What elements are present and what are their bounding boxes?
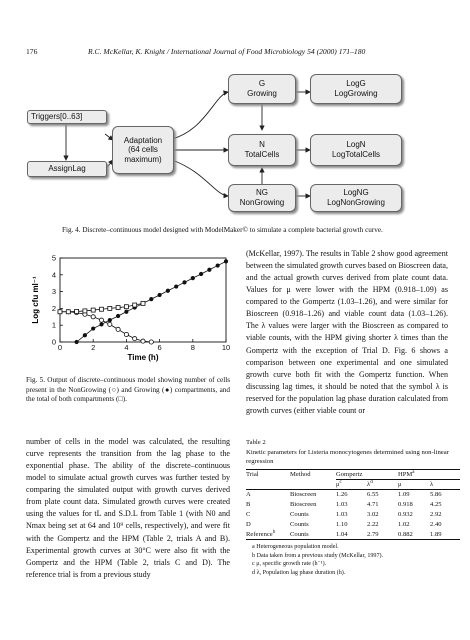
sub-mu-gompertz: $\mu^c$ (336, 480, 342, 489)
table-cell: Bioscreen (290, 500, 317, 508)
reference-footnote-mark: b (272, 529, 276, 535)
table-cell: 0.918 (398, 500, 413, 508)
table-cell: 2.92 (430, 510, 442, 518)
table2-footnote: c μ, specific growth rate (h⁻¹). (252, 561, 327, 568)
data-point-growing (75, 340, 79, 344)
table-row (246, 529, 460, 539)
plot-frame (60, 258, 226, 342)
table-cell: 6.55 (367, 491, 379, 499)
left-column-text: number of cells in the model was calculated, the resulting curve represents the transition from the lag phase to the exponential phase. The ability of the discrete–continuous model to simulate actual growth curves was further tested by comparing the simulated output with growth curves derived from plate count data. Simulated growth curves were created using the values for tL and S.D.L from Table 1 (with N0 and Nmax being set at 64 and 10⁹ cells, respectively), and were fit with the Gompertz and the HPM (Table 2, trials A and B). Experimental growth curves at 30°C were also fit with the Gompertz and the HPM (Table 2, trials C and D). The reference trial is from a previous study (26, 437, 230, 579)
header-gompertz: Gompertz (336, 469, 398, 479)
y-tick-label: 2 (51, 303, 56, 313)
x-tick-label: 4 (124, 343, 129, 352)
table-cell: Counts (290, 510, 309, 518)
data-point-nongrowing (99, 318, 103, 322)
table-cell: C (246, 510, 251, 518)
data-point-growing (149, 297, 153, 301)
data-point-nongrowing (108, 322, 112, 326)
data-point-nongrowing (124, 332, 128, 336)
data-point-total (100, 307, 104, 311)
table-cell: 2.79 (367, 530, 379, 538)
data-point-nongrowing (149, 340, 153, 344)
data-point-nongrowing (141, 339, 145, 343)
fig4-connectors (0, 0, 470, 210)
data-point-total (116, 306, 120, 310)
table-cell: Bioscreen (290, 491, 317, 499)
data-point-growing (191, 276, 195, 280)
data-point-growing (116, 314, 120, 318)
table-row (246, 509, 460, 519)
table-cell: 1.26 (336, 491, 348, 499)
data-point-total (133, 303, 137, 307)
lognongrowing-box: LogNG LogNonGrowing (310, 184, 402, 212)
totalcells-box: N TotalCells (228, 134, 296, 166)
x-tick-label: 10 (221, 343, 231, 352)
table-cell: Reference$^b$ (246, 529, 276, 539)
table2-footnotes (246, 543, 460, 578)
data-point-growing (91, 326, 95, 330)
y-tick-label: 0 (51, 337, 56, 347)
table-cell: 1.03 (336, 510, 348, 518)
table-cell: 4.71 (367, 500, 379, 508)
x-tick-label: 8 (190, 343, 195, 352)
x-tick-label: 2 (91, 343, 96, 352)
data-point-growing (199, 272, 203, 276)
data-point-growing (83, 333, 87, 337)
table-cell: 1.03 (336, 500, 348, 508)
table-cell: 1.02 (398, 520, 410, 528)
series-line (60, 312, 151, 342)
table2-footnote: a Heterogeneous population model. (252, 543, 339, 550)
table-cell: 4.25 (430, 500, 442, 508)
data-point-total (83, 309, 87, 313)
table2 (246, 438, 460, 578)
sub-mu-hpm: μ (398, 480, 402, 488)
table-cell: 2.40 (430, 520, 442, 528)
data-point-total (91, 308, 95, 312)
header-hpm: HPM$^a$ (398, 469, 460, 479)
table-cell: D (246, 520, 251, 528)
table-cell: 0.932 (398, 510, 413, 518)
data-point-nongrowing (91, 315, 95, 319)
table-row (246, 519, 460, 529)
table-cell: 1.09 (398, 491, 410, 499)
y-axis-label: Log cfu ml⁻¹ (31, 276, 40, 324)
table-cell: 1.10 (336, 520, 348, 528)
fig5-chart (22, 250, 234, 362)
loggrowing-box: LogG LogGrowing (310, 74, 402, 104)
data-point-nongrowing (133, 337, 137, 341)
data-point-growing (99, 322, 103, 326)
data-point-growing (108, 318, 112, 322)
y-tick-label: 3 (51, 287, 56, 297)
table-cell: Counts (290, 530, 309, 538)
table-cell: Counts (290, 520, 309, 528)
table-cell: A (246, 491, 251, 499)
table2-footnote: b Data taken from a previous study (McKellar, 1997). (252, 552, 384, 559)
data-point-growing (158, 293, 162, 297)
nongrowing-box: NG NonGrowing (228, 184, 296, 212)
series-line (77, 261, 226, 342)
y-tick-label: 5 (51, 253, 56, 263)
assignlag-box: AssignLag (27, 161, 107, 177)
table-row (246, 489, 460, 499)
table2-label: Table 2 (246, 439, 266, 446)
table-cell: 5.86 (430, 491, 442, 499)
table-cell: 0.882 (398, 530, 413, 538)
sub-lambda-gompertz: $\lambda^d$ (367, 480, 373, 489)
triggers-box: Triggers[0..63] (27, 110, 107, 124)
logtotalcells-box: LogN LogTotalCells (310, 134, 402, 166)
data-point-growing (174, 284, 178, 288)
data-point-growing (182, 280, 186, 284)
table-row (246, 499, 460, 509)
data-point-total (58, 310, 62, 314)
data-point-total (66, 310, 70, 314)
fig4-caption: Fig. 4. Discrete–continuous model designed with ModelMaker© to simulate a complete bacterial growth curve. (62, 226, 383, 234)
data-point-growing (166, 289, 170, 293)
y-tick-label: 4 (51, 270, 56, 280)
sub-lambda-hpm: λ (430, 480, 434, 488)
table-cell: 2.22 (367, 520, 379, 528)
running-head: R.C. McKellar, K. Knight / International Journal of Food Microbiology 54 (2000) 171–180 (88, 47, 366, 56)
fig5-caption: Fig. 5. Output of discrete–continuous model showing number of cells present in the NonGrowing (○) and Growing (●) compartments, and the total of both compartments (□). (26, 376, 230, 403)
data-point-nongrowing (116, 327, 120, 331)
growing-box: G Growing (228, 74, 296, 104)
right-column-text: (McKellar, 1997). The results in Table 2 show good agreement between the simulated growth curves based on Bioscreen data, and the actual growth curves derived from plate count data. Values for μ were lower with the HPM (0.918–1.09) as compared to the Gompertz (1.03–1.26), and were similar for Bioscreen (0.918–1.26) and viable count data (1.03–1.26). The λ values were larger with the Bioscreen as compared to viable counts, with the HPM giving shorter λ times than the Gompertz with the exception of Trial D. Fig. 6 shows a comparison between one experimental and one simulated growth curve both fit with the Gompertz function. When discussing lag times, it should be noted that the symbol λ is reserved for the population lag phase duration calculated from growth curves (either viable count or (246, 249, 448, 415)
table2-grid (246, 469, 460, 540)
x-axis-label: Time (h) (127, 353, 159, 362)
data-point-total (108, 306, 112, 310)
data-point-total (75, 309, 79, 313)
table-cell: 1.89 (430, 530, 442, 538)
page-number: 176 (26, 47, 38, 56)
data-point-total (124, 305, 128, 309)
x-tick-label: 6 (157, 343, 162, 352)
table-cell: 3.02 (367, 510, 379, 518)
table2-footnote: d λ, Population lag phase duration (h). (252, 570, 346, 577)
adaptation-box: Adaptation (64 cells maximum) (112, 126, 174, 174)
data-point-growing (216, 263, 220, 267)
y-tick-label: 1 (51, 320, 56, 330)
data-point-growing (207, 268, 211, 272)
header-trial: Trial (246, 471, 259, 479)
table-cell: B (246, 500, 251, 508)
data-point-growing (124, 310, 128, 314)
x-tick-label: 0 (57, 343, 63, 352)
table2-title: Kinetic parameters for Listeria monocytogenes determined using non-linear regression (246, 448, 449, 465)
data-point-growing (224, 259, 228, 263)
header-method: Method (290, 471, 311, 479)
table-cell: 1.04 (336, 530, 348, 538)
data-point-total (141, 301, 145, 305)
